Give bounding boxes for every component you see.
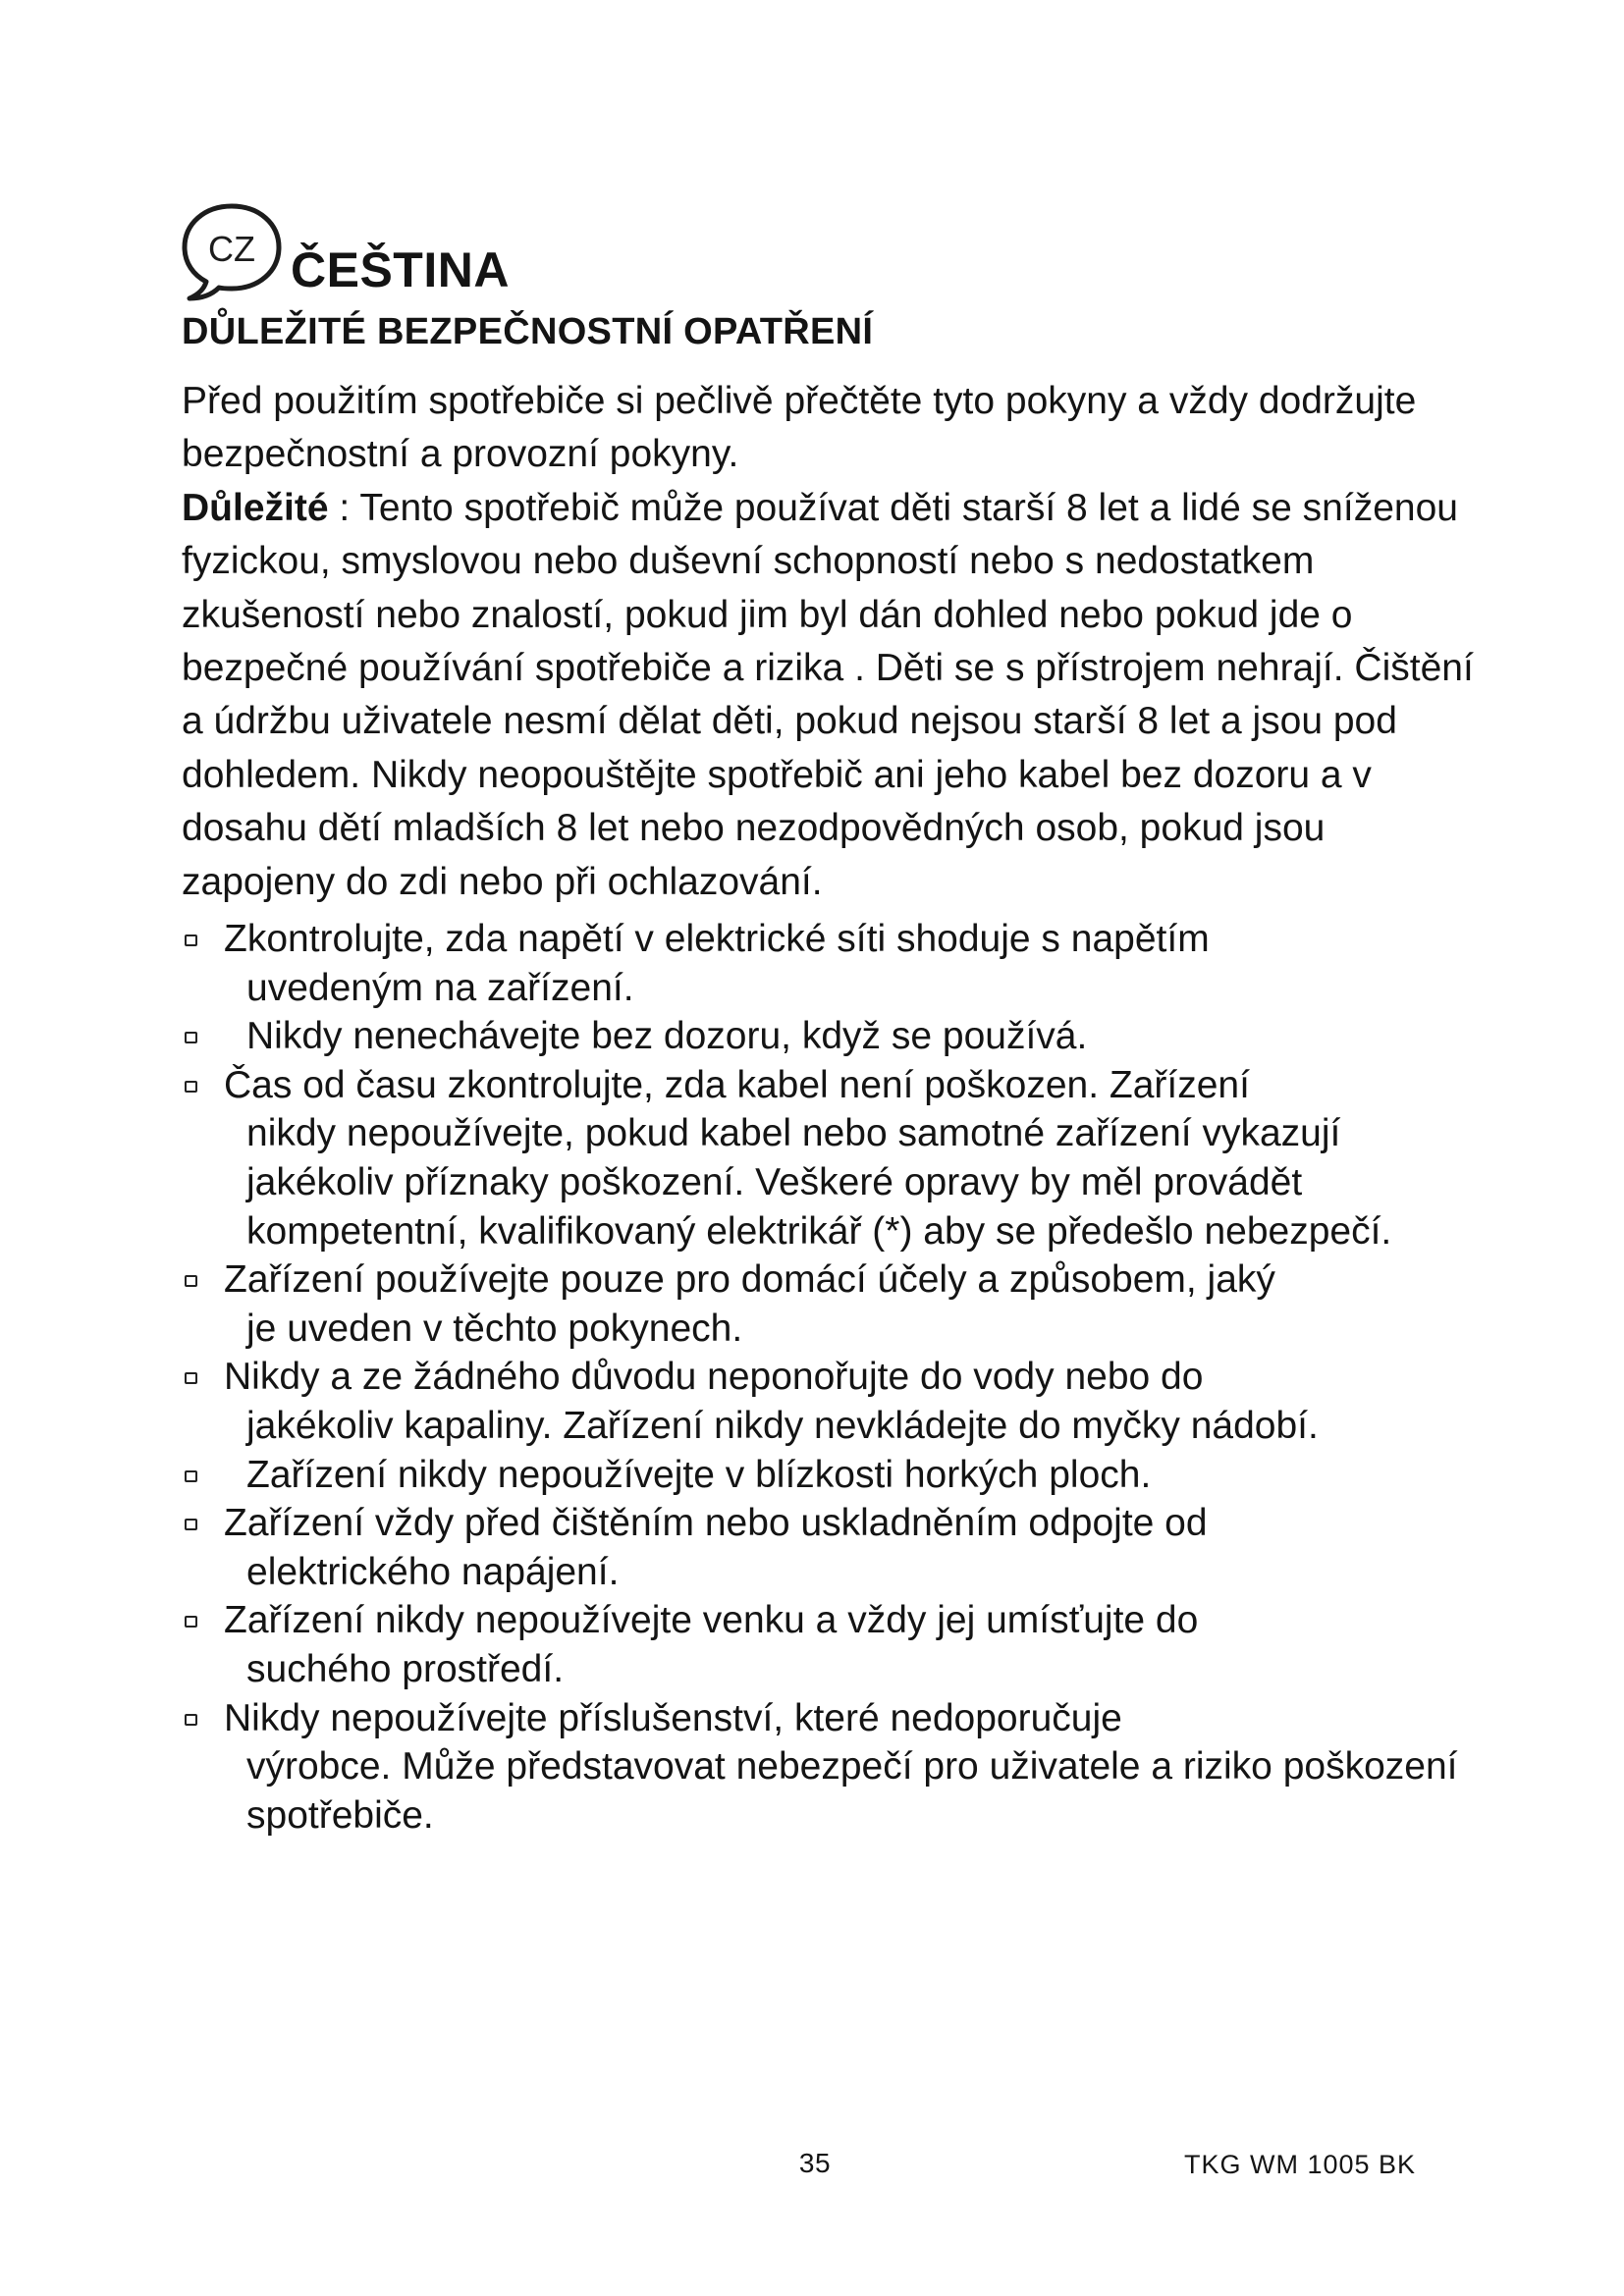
important-paragraph bbox=[182, 482, 1478, 909]
intro-paragraph: Před použitím spotřebiče si pečlivě přečtěte tyto pokyny a vždy dodržujte bezpečnostní a provozní pokyny. bbox=[182, 380, 1417, 476]
checkbox-bullet-icon bbox=[185, 1032, 197, 1043]
list-item: Zařízení nikdy nepoužívejte v blízkosti horkých ploch. bbox=[182, 1451, 1478, 1500]
list-item: Nikdy nepoužívejte příslušenství, které nedoporučuje výrobce. Může představovat nebezpečí pro uživatele a riziko poškození spotřebiče. bbox=[182, 1694, 1478, 1841]
list-item: Zkontrolujte, zda napětí v elektrické síti shoduje s napětím uvedeným na zařízení. bbox=[182, 915, 1478, 1012]
checkbox-bullet-icon bbox=[185, 1616, 197, 1628]
language-title: ČEŠTINA bbox=[291, 242, 510, 297]
list-item: Nikdy nenechávejte bez dozoru, když se používá. bbox=[182, 1012, 1478, 1061]
list-item: Čas od času zkontrolujte, zda kabel není poškozen. Zařízení nikdy nepoužívejte, pokud kabel nebo samotné zařízení vykazují jakékoliv příznaky poškození. Veškeré opravy by měl provádět kompetentní, kvalifikovaný elektrikář (*) aby se předešlo nebezpečí. bbox=[182, 1061, 1478, 1255]
checkbox-bullet-icon bbox=[185, 1275, 197, 1287]
language-header bbox=[177, 194, 510, 302]
checkbox-bullet-icon bbox=[185, 1372, 197, 1384]
checkbox-bullet-icon bbox=[185, 1519, 197, 1530]
list-item: Zařízení používejte pouze pro domácí účely a způsobem, jaký je uveden v těchto pokynech. bbox=[182, 1255, 1478, 1353]
safety-list bbox=[182, 915, 1478, 1840]
section-title: DŮLEŽITÉ BEZPEČNOSTNÍ OPATŘENÍ bbox=[182, 311, 874, 352]
list-item: Nikdy a ze žádného důvodu neponořujte do vody nebo do jakékoliv kapaliny. Zařízení nikdy nevkládejte do myčky nádobí. bbox=[182, 1353, 1478, 1450]
checkbox-bullet-icon bbox=[185, 934, 197, 946]
model-number: TKG WM 1005 BK bbox=[1184, 2150, 1417, 2179]
list-item: Zařízení nikdy nepoužívejte venku a vždy jej umísťujte do suchého prostředí. bbox=[182, 1596, 1478, 1693]
checkbox-bullet-icon bbox=[185, 1714, 197, 1726]
list-item: Zařízení vždy před čištěním nebo uskladněním odpojte od elektrického napájení. bbox=[182, 1499, 1478, 1596]
checkbox-bullet-icon bbox=[185, 1081, 197, 1093]
lang-code: CZ bbox=[208, 229, 255, 269]
speech-bubble-icon bbox=[177, 200, 287, 302]
page-number: 35 bbox=[798, 2148, 832, 2178]
important-text: : Tento spotřebič může používat děti starší 8 let a lidé se sníženou fyzickou, smyslovou nebo duševní schopností nebo s nedostatkem zkušeností nebo znalostí, pokud jim byl dán dohled nebo pokud jde o bezpečné používání spotřebiče a rizika . Děti se s přístrojem nehrají. Čištění a údržbu uživatele nesmí dělat děti, pokud nejsou starší 8 let a jsou pod dohledem. Nikdy neopouštějte spotřebič ani jeho kabel bez dozoru a v dosahu dětí mladších 8 let nebo nezodpovědných osob, pokud jsou zapojeny do zdi nebo při ochlazování. bbox=[182, 486, 1474, 903]
important-label: Důležité bbox=[182, 486, 329, 529]
content-body bbox=[182, 375, 1478, 1840]
checkbox-bullet-icon bbox=[185, 1470, 197, 1482]
